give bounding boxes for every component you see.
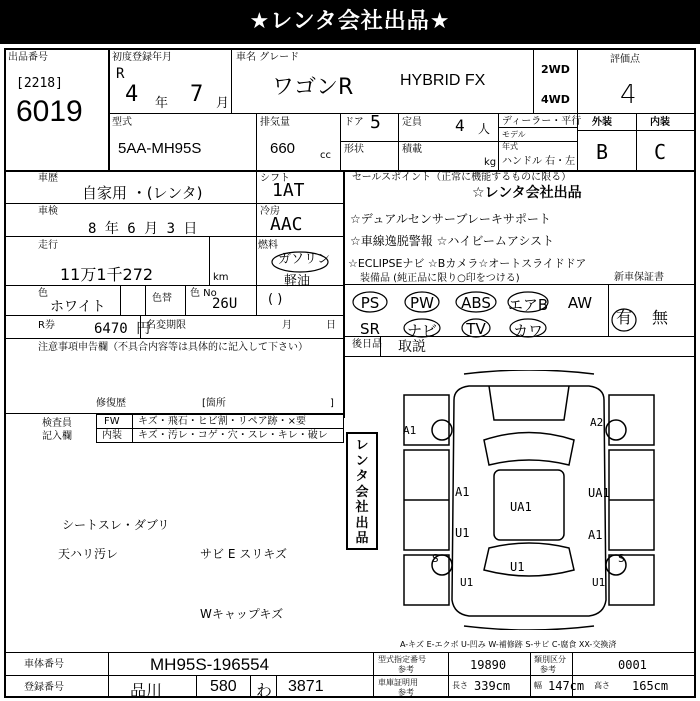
in-label: 内装	[102, 430, 122, 441]
inspection-value: 8 年 6 月 3 日	[88, 221, 198, 237]
name-change-month: 月	[282, 320, 292, 331]
dealer-label: ディーラー・平行	[502, 116, 582, 127]
later-value: 取説	[398, 339, 426, 355]
history-value: 自家用 ・(レンタ)	[82, 184, 203, 202]
equip-tv: TV	[466, 320, 486, 338]
stamp-char: 品	[355, 531, 369, 546]
name-label: 車名 グレード	[236, 52, 300, 63]
car-grade: HYBRID FX	[400, 72, 486, 89]
aircon-label: 冷房	[260, 206, 280, 217]
sales-point-1: ☆デュアルセンサーブレーキサポート	[350, 212, 551, 226]
exterior-value: B	[596, 140, 609, 164]
inspector-note-2: 天ハリ汚レ	[58, 547, 119, 561]
type-cert-value: 19890	[470, 658, 507, 672]
category-value: 0001	[618, 658, 647, 672]
stamp-char: タ	[355, 469, 369, 484]
capacity-value: 4	[455, 116, 465, 135]
color-code: 26U	[212, 296, 238, 312]
displacement-label: 排気量	[260, 117, 290, 128]
length-value: 339cm	[474, 679, 511, 693]
shift-value: 1AT	[272, 180, 305, 201]
equip-leather: カワ	[512, 322, 543, 340]
dealer-model-label: モデル	[502, 130, 526, 139]
reg-year-unit: 年	[155, 96, 169, 111]
color-value: ホワイト	[50, 299, 106, 315]
load-unit: kg	[484, 157, 497, 168]
mark-front-right: A2	[590, 416, 604, 429]
rental-banner: ★レンタ会社出品★	[0, 0, 700, 44]
score-label: 評価点	[610, 54, 640, 65]
location-bracket: ]	[330, 398, 334, 409]
length-label: 長さ	[452, 681, 468, 690]
name-change-day: 日	[326, 320, 336, 331]
plate-kana: わ	[256, 681, 273, 700]
fw-items: キズ・飛石・ヒビ割・リペア跡・×要	[138, 416, 306, 427]
fuel-other: ( )	[268, 292, 283, 307]
color-change-label: 色替	[152, 293, 172, 304]
capacity-unit: 人	[478, 122, 491, 136]
width-label: 幅	[534, 681, 542, 690]
displacement-value: 660	[270, 140, 296, 157]
warranty-label: 新車保証書	[614, 272, 664, 283]
doors-value: 5	[370, 112, 381, 133]
location-label: [箇所	[202, 398, 226, 409]
exterior-label: 外装	[592, 117, 612, 128]
stamp-char: 社	[355, 500, 369, 515]
in-items: キズ・汚レ・コゲ・穴・スレ・キレ・破レ	[138, 430, 328, 441]
mark-left-rear-door: U1	[455, 526, 470, 540]
warranty-yes: 有	[616, 308, 633, 327]
sales-point-2: ☆車線逸脱警報 ☆ハイビームアシスト	[350, 234, 555, 248]
equipment-label: 装備品 (純正品に限り○印をつける)	[360, 273, 520, 284]
stamp-char: 出	[355, 515, 369, 531]
mark-roof: UA1	[510, 500, 532, 514]
vin-value: MH95S-196554	[150, 655, 270, 674]
mark-rear-left: U1	[460, 576, 474, 589]
aircon-value: AAC	[270, 214, 303, 235]
mark-right-front-door: UA1	[588, 486, 610, 500]
equip-navi: ナビ	[406, 322, 437, 340]
model-code-value: 5AA-MH95S	[118, 140, 202, 157]
mark-rear: U1	[510, 560, 525, 574]
reg-year: 4	[125, 82, 139, 107]
mark-front-left: A1	[403, 424, 417, 437]
cert-label: 車庫証明用	[378, 678, 418, 687]
lot-code: [2218]	[16, 76, 63, 91]
plate-class: 580	[210, 678, 237, 695]
plate-number: 3871	[288, 678, 324, 695]
mileage-value: 11万1千272	[60, 265, 154, 284]
plate-area: 品川	[130, 681, 163, 700]
type-cert-label: 型式指定番号	[378, 655, 426, 664]
fw-label: FW	[104, 416, 120, 427]
cert-ref: 参考	[398, 688, 414, 697]
warranty-no: 無	[652, 308, 669, 327]
stamp-char: レ	[355, 438, 369, 453]
plate-label: 登録番号	[24, 682, 64, 693]
notes-label: 注意事項申告欄（不具合内容等は具体的に記入して下さい）	[38, 342, 308, 353]
shift-label: シフト	[260, 173, 290, 184]
reg-month-unit: 月	[216, 96, 230, 111]
color-label: 色	[38, 288, 48, 299]
drive-2wd: 2WD	[541, 63, 570, 76]
damage-legend: A-キズ E-エクボ U-凹み W-補修跡 S-サビ C-腐食 XX-交換済	[400, 640, 617, 649]
vin-label: 車体番号	[24, 659, 64, 670]
doors-label: ドア	[344, 117, 364, 128]
later-label: 後日品	[352, 339, 382, 350]
mark-rear-right: U1	[592, 576, 606, 589]
sales-points-label: セールスポイント（正常に機能するものに限る）	[352, 172, 572, 183]
lot-number: 6019	[16, 95, 83, 128]
stamp-char: ン	[355, 453, 369, 469]
handle-label: ハンドル 右・左	[502, 156, 576, 167]
equip-sr: SR	[360, 320, 380, 338]
mark-left-front-door: A1	[455, 485, 470, 499]
height-value: 165cm	[632, 679, 669, 693]
score-value: 4	[620, 80, 637, 110]
sales-point-3: ☆ECLIPSEナビ ☆Bカメラ☆オートスライドドア	[348, 257, 587, 270]
sales-points-title: ☆レンタ会社出品	[472, 185, 582, 201]
equip-airbag: エアB	[507, 296, 549, 314]
repair-label: 修復歴	[96, 398, 126, 409]
displacement-unit: cc	[320, 150, 331, 161]
recycle-label: R券	[38, 320, 55, 331]
type-cert-ref: 参考	[398, 665, 414, 674]
equip-aw: AW	[567, 294, 593, 312]
capacity-label: 定員	[402, 117, 422, 128]
inspector-note-1: シートスレ・ダブリ	[62, 518, 170, 532]
fuel-diesel: 軽油	[284, 274, 311, 289]
name-change-label: 名変期限	[146, 320, 186, 331]
inspector-label-1: 検査員	[42, 418, 72, 429]
reg-label: 初度登録年月	[112, 52, 172, 63]
rental-stamp	[346, 432, 378, 550]
equip-ps: PS	[360, 294, 380, 312]
reg-era: R	[116, 66, 125, 82]
interior-value: C	[654, 140, 667, 164]
inspection-label: 車検	[38, 206, 58, 217]
stamp-char: 会	[355, 484, 369, 500]
category-label: 類別区分	[534, 655, 566, 664]
reg-month: 7	[190, 82, 204, 107]
model-code-label: 型式	[112, 117, 132, 128]
mark-left-sill: S	[432, 552, 439, 565]
inspector-label-2: 記入欄	[42, 431, 72, 442]
mileage-unit: km	[213, 272, 229, 283]
car-model: ワゴンR	[272, 75, 354, 100]
mark-right-rear-door: A1	[588, 528, 603, 542]
category-ref: 参考	[540, 665, 556, 674]
height-label: 高さ	[594, 681, 610, 690]
dealer-year-label: 年式	[502, 142, 518, 151]
mark-right-sill: S	[618, 552, 625, 565]
history-label: 車歴	[38, 173, 58, 184]
lot-label: 出品番号	[8, 52, 48, 63]
equip-abs: ABS	[461, 294, 491, 312]
inspector-note-3: サビ E スリキズ	[200, 547, 287, 561]
fuel-gasoline: ガソリン	[278, 252, 331, 267]
shape-label: 形状	[344, 144, 364, 155]
color-code-label: 色 No	[190, 288, 217, 299]
interior-label: 内装	[650, 117, 670, 128]
load-label: 積載	[402, 144, 422, 155]
recycle-value: 6470 円	[94, 321, 151, 337]
drive-4wd: 4WD	[541, 93, 570, 106]
equip-pw: PW	[410, 294, 434, 312]
fuel-label: 燃料	[258, 240, 278, 251]
width-value: 147cm	[548, 679, 585, 693]
mileage-label: 走行	[38, 240, 58, 251]
inspector-note-4: Wキャップキズ	[200, 607, 284, 621]
